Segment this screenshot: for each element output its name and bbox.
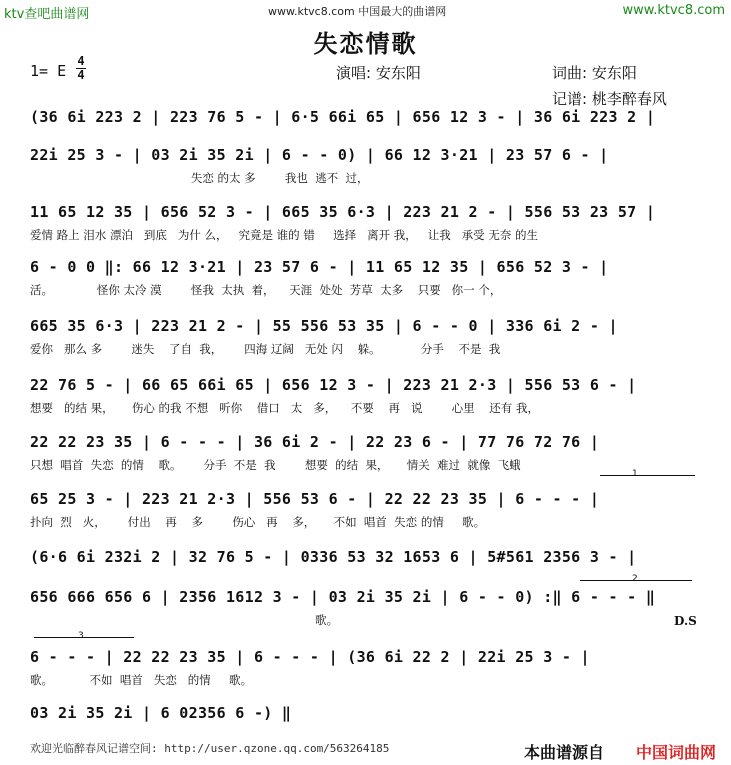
notation-credit: 记谱: 桃李醉春风: [552, 90, 667, 108]
singer-credit: 演唱: 安东阳: [336, 64, 421, 82]
volta-number-1: 1: [632, 469, 638, 479]
staff-line: (6·6 6i 232i 2 | 32 76 5 - | 0336 53 32 1653 6 | 5#561 2356 3 - |: [30, 548, 637, 566]
staff-line: 665 35 6·3 | 223 21 2 - | 55 556 53 35 | 6 - - 0 | 336 6i 2 - |: [30, 317, 618, 335]
song-title: 失恋情歌: [313, 29, 418, 58]
lyric-line: 失恋 的太 多 我也 逃不 过，: [30, 171, 369, 185]
footer-welcome: 欢迎光临醉春风记谱空间: http://user.qzone.qq.com/563264185: [30, 742, 390, 755]
site-banner: www.ktvc8.com 中国最大的曲谱网: [268, 5, 447, 18]
staff-line: 6 - 0 0 ‖: 66 12 3·21 | 23 57 6 - | 11 65 12 35 | 656 52 3 - |: [30, 258, 609, 276]
lyric-line: 歌。: [30, 613, 339, 627]
staff-line: 22 22 23 35 | 6 - - - | 36 6i 2 - | 22 23 6 - | 77 76 72 76 |: [30, 433, 600, 451]
volta-number-3: 3: [78, 631, 84, 641]
staff-line: 22i 25 3 - | 03 2i 35 2i | 6 - - 0) | 66 12 3·21 | 23 57 6 - |: [30, 146, 609, 164]
volta-bracket-3: [34, 637, 134, 644]
lyric-line: 爱情 路上 泪水 漂泊 到底 为什 么， 究竟是 谁的 错 选择 离开 我， 让我 承受 无奈 的生: [30, 228, 538, 242]
lyric-line: 只想 唱首 失恋 的情 歌。 分手 不是 我 想要 的结 果， 情关 难过 就像 飞蛾: [30, 458, 521, 472]
staff-line: 6 - - - | 22 22 23 35 | 6 - - - | (36 6i 22 2 | 22i 25 3 - |: [30, 648, 590, 666]
staff-line: 656 666 656 6 | 2356 1612 3 - | 03 2i 35 2i | 6 - - 0) :‖ 6 - - - ‖: [30, 588, 656, 606]
staff-line: 03 2i 35 2i | 6 02356 6 -) ‖: [30, 704, 292, 722]
lyric-line: 活。 怪你 太冷 漠 怪我 太执 着， 天涯 处处 芳草 太多 只要 你一 个，: [30, 283, 502, 297]
volta-bracket-1: [600, 475, 695, 482]
lyric-line: 歌。 不如 唱首 失恋 的情 歌。: [30, 673, 253, 687]
volta-number-2: 2: [632, 574, 638, 584]
site-url-right: www.ktvc8.com: [622, 3, 725, 18]
lyric-line: 扑向 烈 火， 付出 再 多 伤心 再 多， 不如 唱首 失恋 的情 歌。: [30, 515, 486, 529]
staff-line: (36 6i 223 2 | 223 76 5 - | 6·5 66i 65 | 656 12 3 - | 36 6i 223 2 |: [30, 108, 656, 126]
key-signature: 1= E: [30, 62, 67, 80]
lyric-line: 想要 的结 果， 伤心 的我 不想 听你 借口 太 多， 不要 再 说 心里 还有 我，: [30, 401, 539, 415]
lyric-line: 爱你 那么 多 迷失 了自 我， 四海 辽阔 无处 闪 躲。 分手 不是 我: [30, 342, 501, 356]
staff-line: 11 65 12 35 | 656 52 3 - | 665 35 6·3 | 223 21 2 - | 556 53 23 57 |: [30, 203, 656, 221]
lyrics-music-credit: 词曲: 安东阳: [552, 64, 637, 82]
staff-line: 65 25 3 - | 223 21 2·3 | 556 53 6 - | 22 22 23 35 | 6 - - - |: [30, 490, 600, 508]
time-signature-bottom: 4: [77, 68, 85, 82]
ds-marking: D.S: [674, 614, 697, 628]
footer-brand-logo: 中国词曲网: [636, 743, 717, 762]
time-signature: [76, 56, 86, 81]
time-signature-top: 4: [77, 54, 85, 68]
site-logo-left: ktv查吧曲谱网: [4, 7, 90, 22]
staff-line: 22 76 5 - | 66 65 66i 65 | 656 12 3 - | 223 21 2·3 | 556 53 6 - |: [30, 376, 637, 394]
footer-source: 本曲谱源自: [524, 743, 605, 762]
